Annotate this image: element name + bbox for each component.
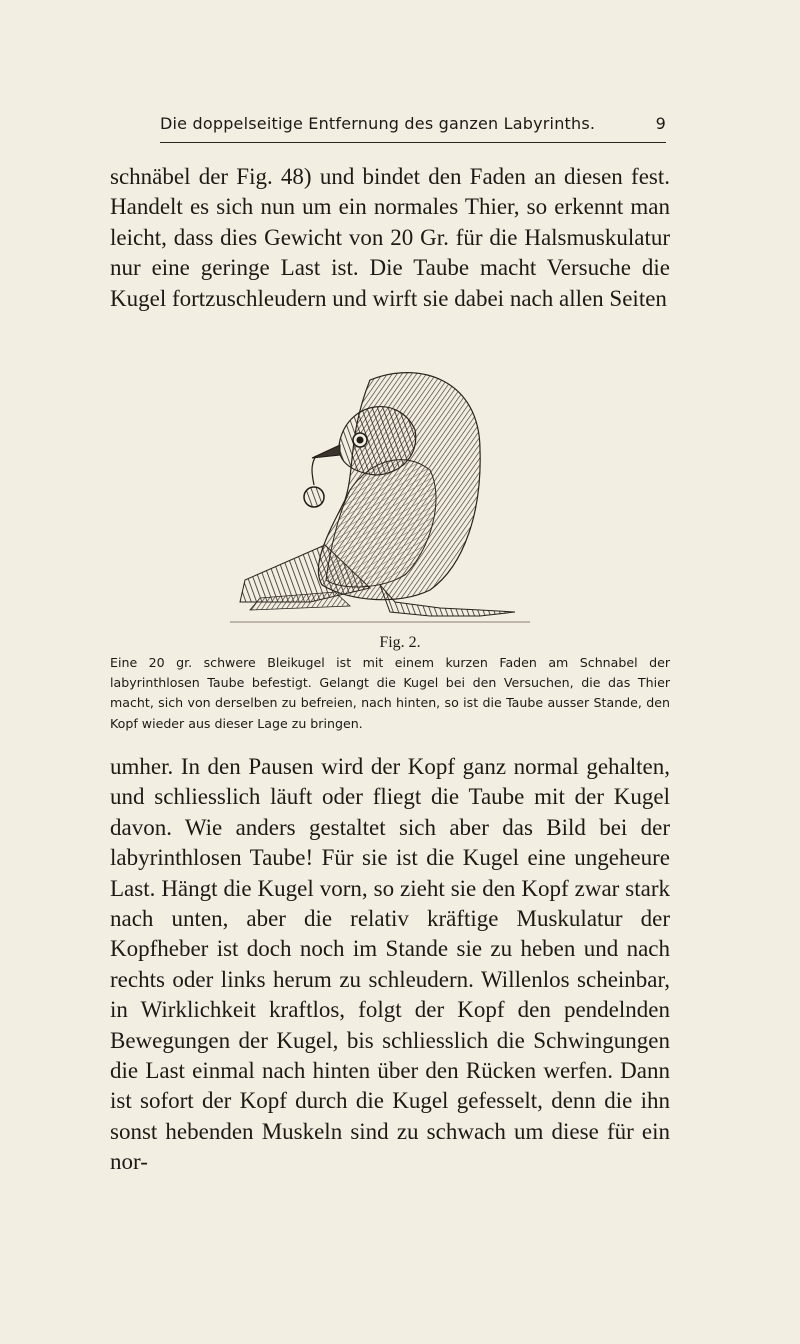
page-number: 9 [655, 114, 666, 133]
pigeon-with-lead-ball-illustration [230, 340, 530, 640]
running-head [160, 112, 666, 143]
running-head-title: Die doppelseitige Entfernung des ganzen Labyrinths. [160, 114, 596, 133]
figure-label: Fig. 2. [379, 634, 421, 651]
paragraph-bottom: umher. In den Pausen wird der Kopf ganz normal gehalten, und schliesslich läuft oder fliegt die Taube mit der Kugel davon. Wie anders gestaltet sich aber das Bild bei der labyrinthlosen Taube! Für sie ist die Kugel eine ungeheure Last. Hängt die Kugel vorn, so zieht sie den Kopf zwar stark nach unten, aber die relativ kräftige Muskulatur der Kopfheber ist doch noch im Stande sie zu heben und nach rechts oder links herum zu schleudern. Willenlos scheinbar, in Wirklichkeit kraftlos, folgt der Kopf den pendelnden Bewegungen der Kugel, bis schliesslich die Schwingungen die Last einmal nach hinten über den Rücken werfen. Dann ist sofort der Kopf durch die Kugel gefesselt, denn die ihn sonst hebenden Muskeln sind zu schwach um diese für ein nor- [110, 754, 670, 1175]
figure-caption: Eine 20 gr. schwere Bleikugel ist mit einem kurzen Faden am Schnabel der labyrinthlosen Taube befestigt. Gelangt die Kugel bei den Versuchen, die das Thier macht, sich von derselben zu befreien, nach hinten, so ist die Taube ausser Stande, den Kopf wieder aus dieser Lage zu bringen. [110, 655, 670, 731]
paragraph-top: schnäbel der Fig. 48) und bindet den Faden an diesen fest. Handelt es sich nun um ein normales Thier, so erkennt man leicht, dass dies Gewicht von 20 Gr. für die Halsmuskulatur nur eine geringe Last ist. Die Taube macht Versuche die Kugel fortzuschleudern und wirft sie dabei nach allen Seiten [110, 164, 670, 311]
